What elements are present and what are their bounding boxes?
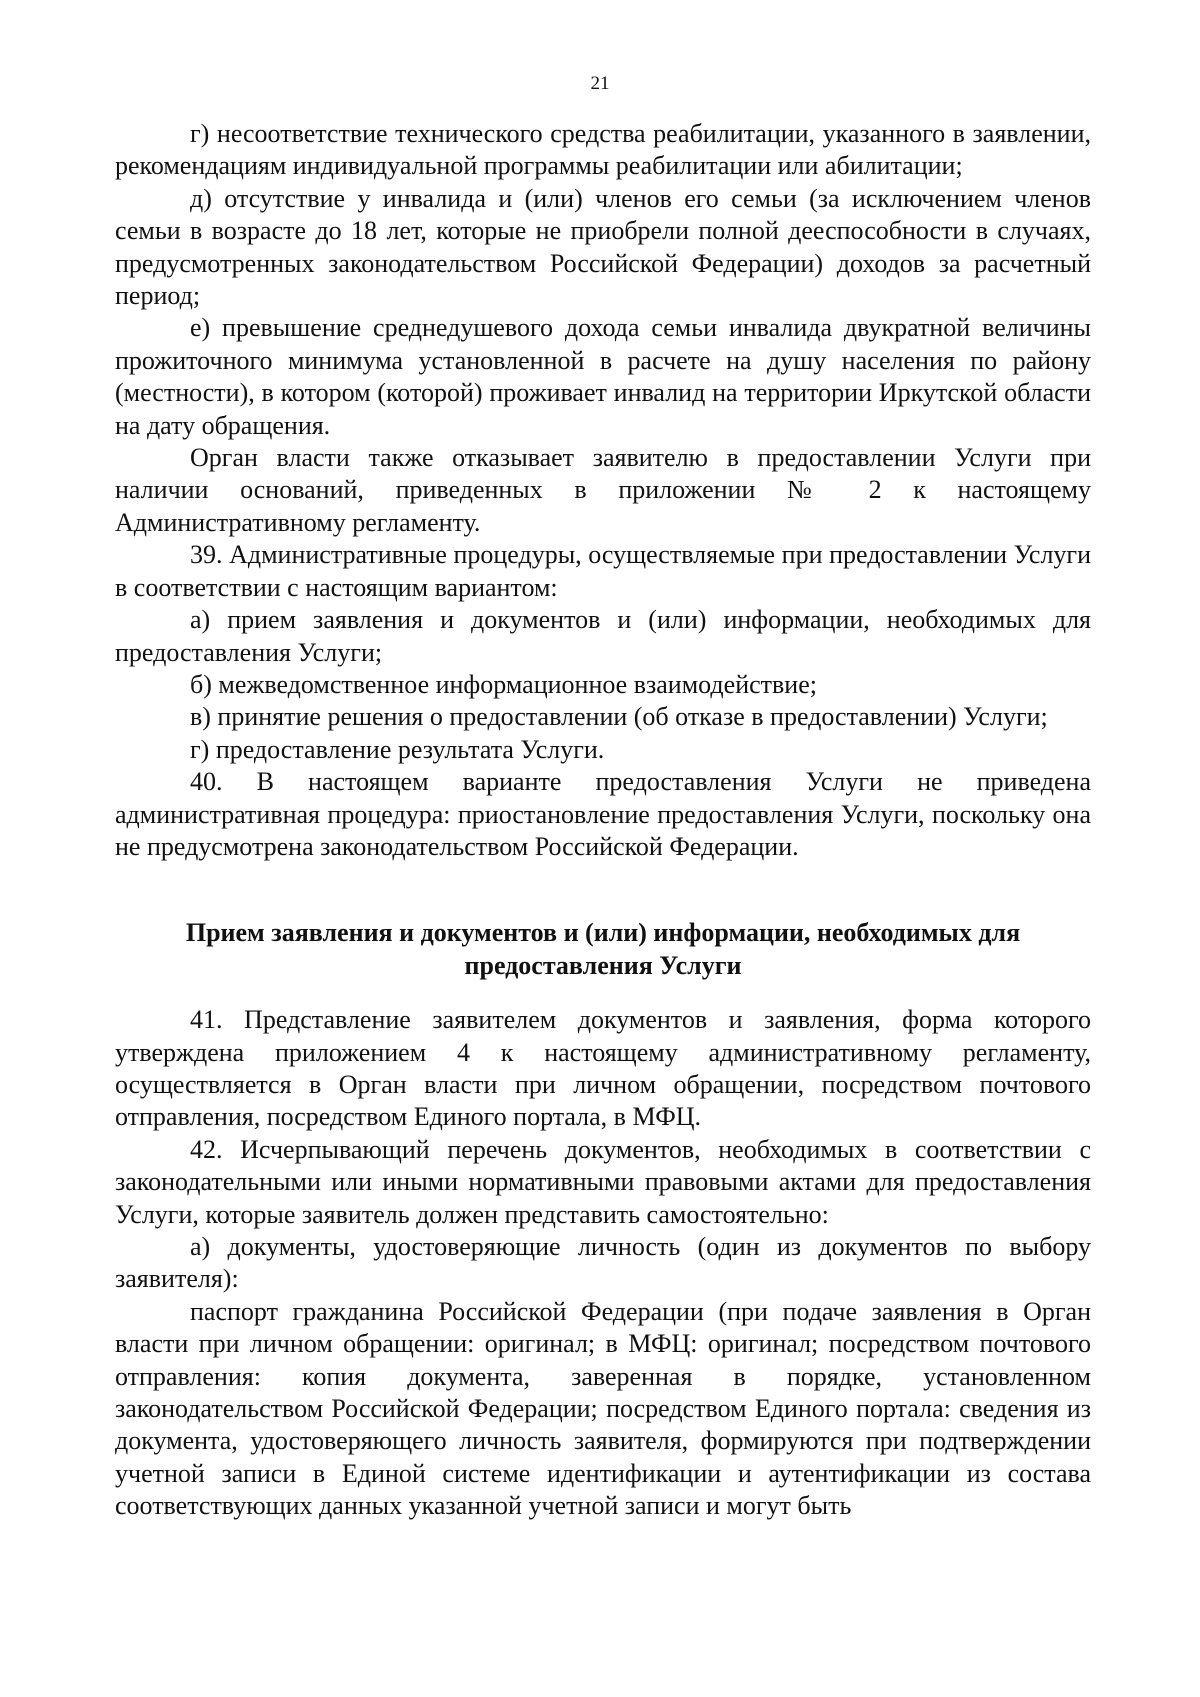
section-heading: Прием заявления и документов и (или) информации, необходимых для предоставления Услуги (185, 918, 1021, 980)
paragraph-40: 40. В настоящем варианте предоставления Услуги не приведена административная процедура: приостановление предоставления Услуги, поскольку она не предусмотрена законодательством Российской Федерации. (115, 767, 1091, 861)
paragraph-item-d: д) отсутствие у инвалида и (или) членов его семьи (за исключением членов семьи в возрасте до 18 лет, которые не приобрели полной дееспособности в случаях, предусмотренных законодательством Российской Федерации) доходов за расчетный период; (115, 183, 1091, 311)
paragraph-39-v: в) принятие решения о предоставлении (об отказе в предоставлении) Услуги; (190, 702, 1048, 732)
paragraph-39-g: г) предоставление результата Услуги. (190, 734, 605, 764)
paragraph-41: 41. Представление заявителем документов и заявления, форма которого утверждена приложением 4 к настоящему административному регламенту, осуществляется в Орган власти при личном обращении, посредством почтового отправления, посредством Единого портала, в МФЦ. (115, 1005, 1091, 1132)
paragraph-42: 42. Исчерпывающий перечень документов, необходимых в соответствии с законодательными или иными нормативными правовыми актами для предоставления Услуги, которые заявитель должен представить самостоятельно: (115, 1134, 1091, 1229)
page-number: 21 (590, 73, 610, 94)
paragraph-39: 39. Административные процедуры, осуществляемые при предоставлении Услуги в соответствии с настоящим вариантом: (115, 540, 1091, 602)
paragraph-passport: паспорт гражданина Российской Федерации (при подаче заявления в Орган власти при личном обращении: оригинал; в МФЦ: оригинал; посредством почтового отправления: копия документа, заверенная в порядке, установленном законодательством Российской Федерации; посредством Единого портала: сведения из документа, удостоверяющего личность заявителя, формируются при подтверждении учетной записи в Единой системе идентификации и аутентификации из состава соответствующих данных указанной учетной записи и могут быть (115, 1296, 1091, 1521)
document-body (115, 118, 1091, 1523)
paragraph-39-b: б) межведомственное информационное взаимодействие; (190, 669, 817, 699)
paragraph-39-a: а) прием заявления и документов и (или) информации, необходимых для предоставления Услуги; (115, 605, 1091, 667)
paragraph-refusal: Орган власти также отказывает заявителю в предоставлении Услуги при наличии оснований, приведенных в приложении № 2 к настоящему Административному регламенту. (115, 443, 1091, 537)
paragraph-item-g: г) несоответствие технического средства реабилитации, указанного в заявлении, рекомендациям индивидуальной программы реабилитации или абилитации; (115, 119, 1091, 181)
paragraph-item-e: е) превышение среднедушевого дохода семьи инвалида двукратной величины прожиточного минимума установленной в расчете на душу населения по району (местности), в котором (которой) проживает инвалид на территории Иркутской области на дату обращения. (115, 313, 1091, 440)
paragraph-42-a: а) документы, удостоверяющие личность (один из документов по выбору заявителя): (115, 1232, 1091, 1294)
